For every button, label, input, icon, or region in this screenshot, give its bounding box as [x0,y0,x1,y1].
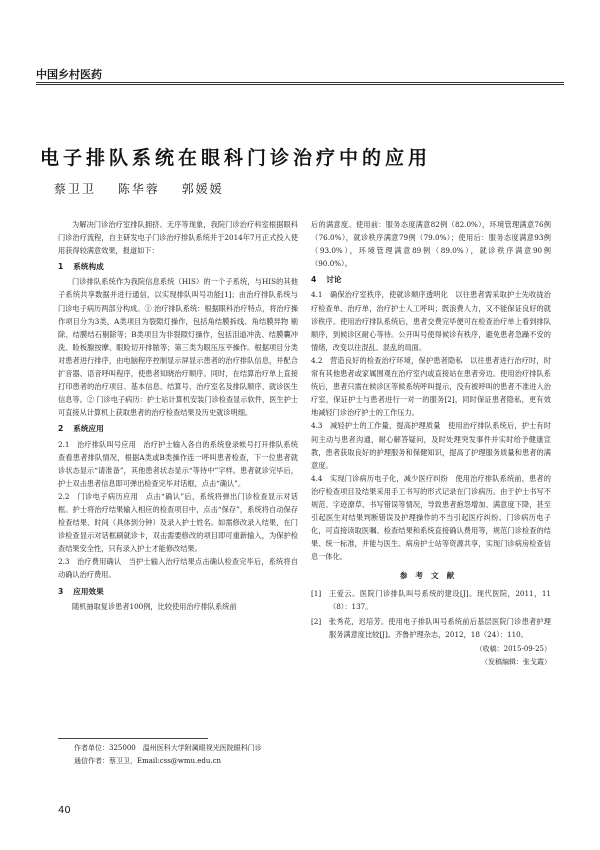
section-number: 3 [58,586,64,596]
section-4-1-paragraph: 4.1 确保治疗室秩序，使就诊顺序透明化 以往患者需采取护士先收拢治疗检查单、治疗单，治疗护士人工呼叫；既浪费人力，又不能保证良好的就诊秩序。使用治疗排队系统后，患者交费完毕便可在检查治疗单上看到排队顺序，到候诊区耐心等待。公开叫号使得候诊有秩序，避免患者急躁不安的情绪，改变以往混乱、混乱的局面。 [311,290,551,352]
intro-paragraph: 为解决门诊治疗室排队拥挤、无序等现象，我院门诊治疗科室根据眼科门诊治疗流程，自主研发电子门诊治疗排队系统并于2014年7月正式投入使用获得较满意效果，报道如下： [58,220,298,256]
reference-item [311,615,551,641]
reference-item [311,587,551,613]
left-column [58,218,298,613]
author-name: 陈华蓉 [117,182,160,196]
section-2-3-paragraph: 2.3 治疗费用确认 当护士输入治疗结果点击确认检查完毕后，系统将自动确认治疗费用。 [58,557,298,580]
section-heading-1 [58,260,298,273]
section-title: 应用效果 [73,586,104,596]
page-number: 40 [58,805,71,816]
received-date: （收稿：2015-09-25） [475,644,551,653]
header-rule-thin [36,84,564,85]
right-column [311,218,551,669]
section-3-paragraph: 随机抽取复诊患者100例，比较使用治疗排队系统前 [72,601,237,611]
footnote-rule [58,738,208,739]
section-2-1-paragraph: 2.1 治疗排队叫号应用 治疗护士输入各自的系统登录帐号打开排队系统查看患者排队情况，根据A类或B类操作连一呼叫患者检查，下一位患者就诊状态显示“请准备”，其他患者状态显示“等待中”字样。患者就诊完毕后，护士双击患者信息即可弹出检查完毕对话框，点击“确认”。 [58,439,298,488]
authors [54,180,240,197]
section-number: 4 [311,275,317,285]
footnote [62,742,302,768]
author-affiliation: 作者单位：325000 温州医科大学附属眼视光医院眼科门诊 [74,744,262,752]
author-name: 蔡卫卫 [54,182,97,196]
journal-name: 中国乡村医药 [36,68,102,81]
section-heading-3 [58,585,298,598]
reference-number: [2] [311,616,322,626]
section-number: 2 [58,424,64,434]
editor-note: （发稿编辑：张戈霞） [481,658,551,666]
section-title: 系统应用 [73,424,104,434]
section-4-2-paragraph: 4.2 营造良好的检查治疗环境，保护患者隐私 以往患者进行治疗时，时常有其他患者或家属围观在治疗室内或直接站在患者旁边。使用治疗排队系统后，患者只需在候诊区等候系统呼叫提示，没有被呼叫的患者不准进入治疗室，保证护士与患者进行一对一的服务[2]，同时保证患者隐私，更有效地减轻门诊治疗护士的工作压力。 [311,355,551,418]
reference-text: 张秀花，迟培芳。使用电子排队叫号系统前后基层医院门诊患者护理服务满意度比较[J]。齐鲁护理杂志，2012，18（24）：110。 [329,616,551,639]
corresponding-author: 通信作者：蔡卫卫，Email:css@wmu.edu.cn [74,757,222,765]
section-number: 1 [58,262,64,272]
section-2-2-paragraph: 2.2 门诊电子病历应用 点击“确认”后，系统将弹出门诊检查显示对话框。护士将治疗结果输入相应的检查项目中，点击“保存”，系统将自动保存检查结果、时间（具体到分钟）及录入护士姓名。如需修改录入结果，在门诊检查显示对话框刷就诊卡，双击需要修改的项目即可重新输入，为保护检查结果安全性，只有录入护士才能修改结果。 [58,491,298,554]
section-title: 系统构成 [73,262,104,272]
section-heading-2 [58,422,298,435]
header-rule-thick [36,82,564,83]
author-name: 郭媛媛 [181,182,224,196]
section-title: 讨论 [326,275,342,285]
section-1-paragraph: 门诊排队系统作为我院信息系统（HIS）的一个子系统，与HIS的其他子系统共享数据并进行通信，以实现排队叫号功能[1]；由治疗排队系统与门诊电子病历两部分构成。① 治疗排队系统：根据眼科治疗特点，将治疗操作项目分为3类，A类项目为裂隙灯操作，包括角结膜拆线、角结膜异物 剔除、结膜结石剔除等；B类项目为非裂隙灯操作，包括泪道冲洗、结膜囊冲洗、睑板腺按摩、眼睑切开排脓等；第三类为眼压压平操作。根据项目分类对患者进行排序，由电脑程序控制显示屏显示患者的治疗排队信息，并配合扩音器、语音呼叫程序，使患者知晓治疗顺序。同时，在结算治疗单上直接打印患者的治疗项目、基本信息、结算号、治疗室名及排队顺序、就诊医生信息等。② 门诊电子病历：护士站计算机安装门诊检查显示软件，医生护士可直接从计算机上获取患者的治疗检查结果及历史就诊明细。 [58,277,298,418]
section-4-3-paragraph: 4.3 减轻护士的工作量，提高护理质量 使用治疗排队系统后，护士有时间主动与患者沟通，耐心解答疑问，及时处理突发事件并实时给予健康宣教，患者获取良好的护理服务和保健知识，提高了护理服务质量和患者的满意度。 [311,421,551,470]
section-heading-4 [311,273,551,286]
reference-text: 王爱云。医院门诊排队叫号系统的建设[J]。现代医院，2011，11（8）：137。 [329,588,551,611]
results-continued-paragraph: 后的满意度。使用前：服务态度满意82例（82.0%），环境管理满意76例（76.0%），就诊秩序满意79例（79.0%）；使用后：服务态度满意93例（93.0%），环境管理满意89例（89.0%），就诊秩序满意90例（90.0%）。 [311,220,551,269]
references-heading: 参考文献 [399,571,463,581]
section-4-4-paragraph: 4.4 实现门诊病历电子化，减少医疗纠纷 使用治疗排队系统前，患者的治疗检查项目及结果采用手工书写的形式记录在门诊病历。由于护士书写不规范、字迹潦草、书写错误等情况，导致患者抱怨增加、满意度下降，甚至引起医生对结果判断错误及护理操作的不当引起医疗纠纷。门诊病历电子化，可直接读取医嘱、检查结果和系统直接确认费用等，规范门诊检查的结果、统一标准，并能与医生、病房护士站等资源共享，实现门诊病房检查信息一体化。 [311,473,551,562]
reference-number: [1] [311,588,322,598]
article-title: 电子排队系统在眼科门诊治疗中的应用 [40,147,432,169]
